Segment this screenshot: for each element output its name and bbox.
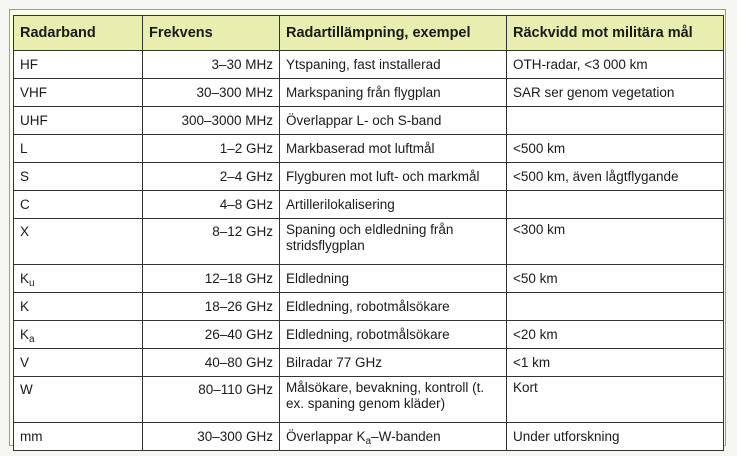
cell-frequency: 12–18 GHz bbox=[143, 265, 280, 293]
table-row bbox=[14, 377, 724, 423]
cell-frequency: 40–80 GHz bbox=[143, 349, 280, 377]
application-text: Artillerilokalisering bbox=[286, 196, 395, 212]
application-text: Markspaning från flygplan bbox=[286, 84, 441, 100]
table-row bbox=[14, 135, 724, 163]
cell-band bbox=[14, 135, 143, 163]
header-radarband: Radarband bbox=[14, 16, 143, 51]
table-row bbox=[14, 163, 724, 191]
cell-band bbox=[14, 191, 143, 219]
application-text: Överlappar L- och S-band bbox=[286, 112, 442, 128]
table-row bbox=[14, 423, 724, 451]
cell-range: SAR ser genom vegetation bbox=[507, 79, 724, 107]
cell-band bbox=[14, 219, 143, 265]
cell-range bbox=[507, 107, 724, 135]
cell-frequency: 30–300 MHz bbox=[143, 79, 280, 107]
cell-band bbox=[14, 293, 143, 321]
header-rackvidd: Räckvidd mot militära mål bbox=[507, 16, 724, 51]
cell-application bbox=[280, 423, 507, 451]
band-subscript: a bbox=[29, 333, 35, 345]
cell-band bbox=[14, 349, 143, 377]
cell-application bbox=[280, 219, 507, 265]
cell-band bbox=[14, 377, 143, 423]
table-row bbox=[14, 219, 724, 265]
application-text: Överlappar K bbox=[286, 428, 366, 444]
application-text: Eldledning bbox=[286, 270, 350, 286]
cell-application bbox=[280, 321, 507, 349]
band-label: mm bbox=[20, 428, 43, 444]
table-row bbox=[14, 191, 724, 219]
table-row bbox=[14, 107, 724, 135]
application-text: Eldledning, robotmålsökare bbox=[286, 326, 450, 342]
table-row bbox=[14, 79, 724, 107]
table-row bbox=[14, 293, 724, 321]
application-text: Ytspaning, fast installerad bbox=[286, 56, 441, 72]
band-label: K bbox=[20, 270, 30, 286]
band-label: X bbox=[20, 224, 30, 239]
cell-band bbox=[14, 51, 143, 79]
table-row bbox=[14, 51, 724, 79]
band-label: L bbox=[20, 140, 28, 156]
cell-frequency: 2–4 GHz bbox=[143, 163, 280, 191]
cell-range bbox=[507, 293, 724, 321]
band-label: C bbox=[20, 196, 30, 212]
header-frekvens: Frekvens bbox=[143, 16, 280, 51]
cell-application bbox=[280, 349, 507, 377]
cell-frequency: 4–8 GHz bbox=[143, 191, 280, 219]
cell-frequency: 1–2 GHz bbox=[143, 135, 280, 163]
radar-band-table bbox=[13, 15, 724, 451]
table-row bbox=[14, 321, 724, 349]
cell-range: OTH-radar, <3 000 km bbox=[507, 51, 724, 79]
cell-application bbox=[280, 293, 507, 321]
band-label: K bbox=[20, 298, 30, 314]
application-text: Markbaserad mot luftmål bbox=[286, 140, 435, 156]
cell-frequency: 3–30 MHz bbox=[143, 51, 280, 79]
cell-range: Under utforskning bbox=[507, 423, 724, 451]
band-subscript: u bbox=[29, 277, 35, 289]
cell-frequency: 300–3000 MHz bbox=[143, 107, 280, 135]
cell-band bbox=[14, 107, 143, 135]
cell-frequency: 8–12 GHz bbox=[143, 219, 280, 265]
cell-application bbox=[280, 79, 507, 107]
band-label: S bbox=[20, 168, 30, 184]
cell-range: Kort bbox=[507, 377, 724, 423]
application-subscript: a bbox=[365, 435, 372, 447]
cell-range: <50 km bbox=[507, 265, 724, 293]
cell-band bbox=[14, 163, 143, 191]
cell-application bbox=[280, 107, 507, 135]
cell-band bbox=[14, 321, 143, 349]
cell-frequency: 26–40 GHz bbox=[143, 321, 280, 349]
cell-range: <500 km, även lågtflygande bbox=[507, 163, 724, 191]
application-text: Bilradar 77 GHz bbox=[286, 354, 383, 370]
application-text: Flygburen mot luft- och markmål bbox=[286, 168, 480, 184]
cell-band bbox=[14, 265, 143, 293]
cell-range: <20 km bbox=[507, 321, 724, 349]
cell-range: <300 km bbox=[507, 219, 724, 265]
cell-range bbox=[507, 191, 724, 219]
cell-band bbox=[14, 423, 143, 451]
application-text-rest: –W-banden bbox=[371, 428, 441, 444]
header-radartillampning: Radartillämpning, exempel bbox=[280, 16, 507, 51]
table-row bbox=[14, 265, 724, 293]
band-label: K bbox=[20, 326, 30, 342]
cell-application bbox=[280, 51, 507, 79]
table-row bbox=[14, 349, 724, 377]
cell-frequency: 80–110 GHz bbox=[143, 377, 280, 423]
application-text: Målsökare, bevakning, kontroll (t. ex. spaning genom kläder) bbox=[286, 380, 485, 411]
band-label: V bbox=[20, 354, 30, 370]
application-text: Spaning och eldledning från stridsflygplan bbox=[286, 222, 454, 253]
cell-application bbox=[280, 377, 507, 423]
cell-application bbox=[280, 135, 507, 163]
cell-range: <500 km bbox=[507, 135, 724, 163]
cell-band bbox=[14, 79, 143, 107]
table-frame bbox=[9, 9, 726, 446]
cell-application bbox=[280, 163, 507, 191]
band-label: UHF bbox=[20, 112, 48, 128]
header-row bbox=[14, 16, 724, 51]
application-text: Eldledning, robotmålsökare bbox=[286, 298, 450, 314]
cell-application bbox=[280, 265, 507, 293]
cell-frequency: 18–26 GHz bbox=[143, 293, 280, 321]
cell-application bbox=[280, 191, 507, 219]
band-label: VHF bbox=[20, 84, 47, 100]
band-label: W bbox=[20, 382, 33, 397]
band-label: HF bbox=[20, 56, 38, 72]
cell-frequency: 30–300 GHz bbox=[143, 423, 280, 451]
cell-range: <1 km bbox=[507, 349, 724, 377]
